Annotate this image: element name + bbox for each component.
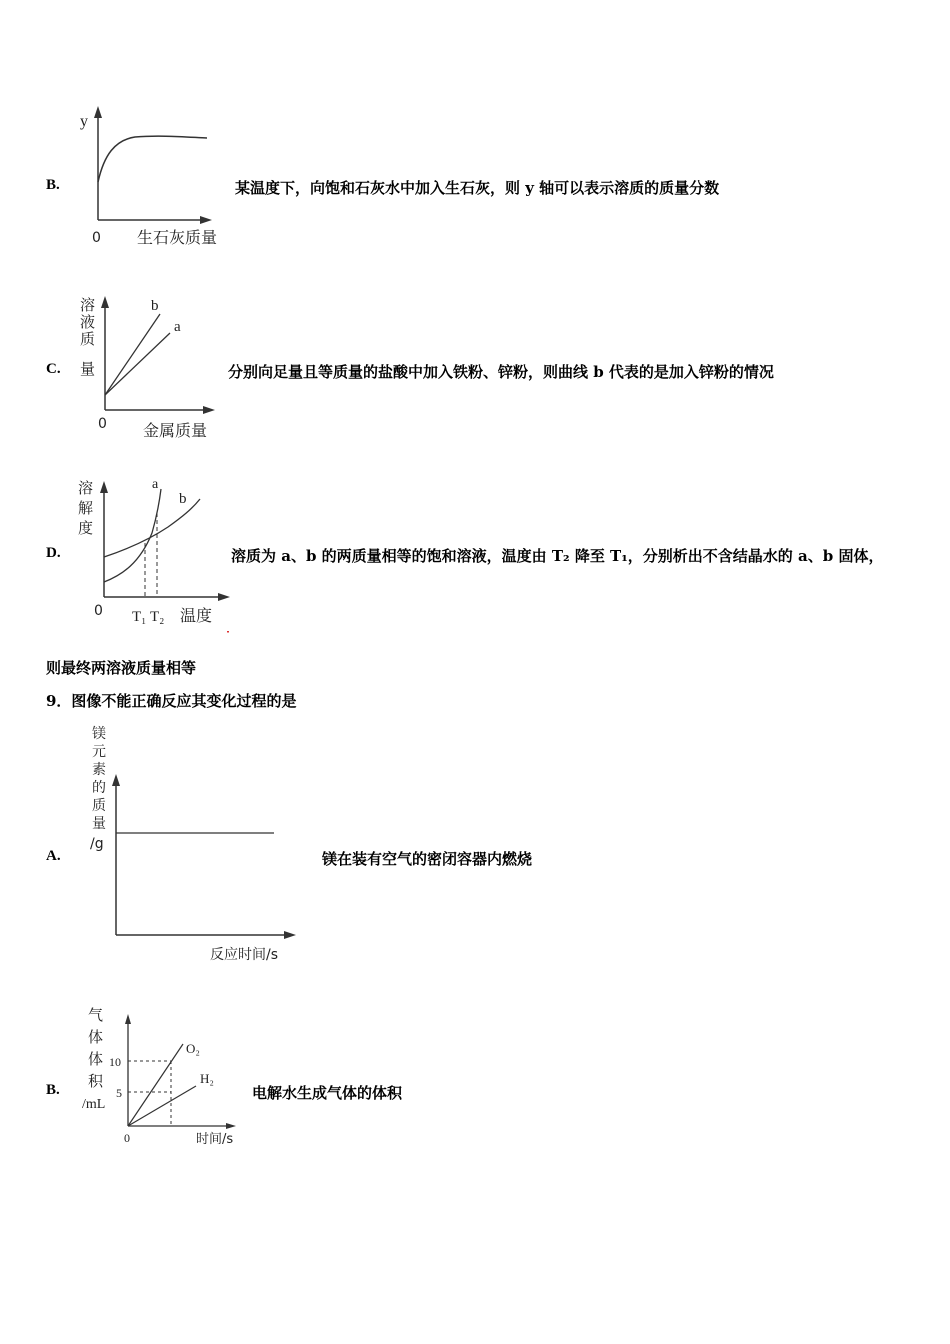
t1-label: T₁ — [132, 609, 147, 625]
y-axis-label-5: /mL — [82, 1097, 106, 1112]
q9-option-a-label: A. — [46, 848, 61, 864]
y-axis-label-1: 气 — [88, 1006, 104, 1024]
graph-c-metal — [70, 290, 230, 450]
origin-label: 0 — [98, 416, 107, 432]
x-axis-label: 生石灰质量 — [137, 228, 218, 247]
origin-label: 0 — [94, 603, 103, 619]
y-axis-label-4: 量 — [80, 360, 96, 378]
line-a-label: a — [174, 319, 181, 335]
graph-b-lime — [60, 100, 240, 250]
y-axis-label-3: 体 — [88, 1050, 104, 1068]
curve-b-label: b — [179, 491, 187, 507]
option-c-label: C. — [46, 361, 61, 377]
h2-label: H₂ — [200, 1071, 214, 1086]
option-d-continuation: 则最终两溶液质量相等 — [46, 659, 197, 677]
q9-option-a-statement: 镁在装有空气的密闭容器内燃烧 — [322, 850, 533, 868]
y-axis-label-3: 质 — [80, 330, 96, 348]
y-axis-label-1: 溶 — [78, 479, 94, 497]
y-axis-label: y — [80, 113, 88, 130]
t2-label: T₂ — [150, 609, 165, 625]
y-axis-label-3: 素 — [92, 762, 106, 778]
y-axis-label-7: /g — [90, 836, 104, 852]
y-axis-label-1: 镁 — [92, 726, 106, 742]
x-axis-label: 金属质量 — [143, 421, 208, 440]
question-9-title: 9．图像不能正确反应其变化过程的是 — [46, 692, 297, 710]
x-axis-label: 反应时间/s — [210, 947, 279, 963]
option-b-statement: 某温度下，向饱和石灰水中加入生石灰，则 y 轴可以表示溶质的质量分数 — [235, 179, 720, 197]
y-axis-label-4: 的 — [92, 780, 106, 796]
y-axis-label-2: 元 — [92, 744, 106, 760]
curve-a-label: a — [152, 477, 159, 492]
y-axis-label-5: 质 — [92, 798, 106, 814]
origin-label: 0 — [124, 1131, 130, 1145]
y-axis-label-6: 量 — [92, 816, 106, 832]
y-axis-label-2: 解 — [78, 499, 94, 517]
graph-q9-b-electrolysis — [78, 1004, 248, 1154]
y-axis-label-1: 溶 — [80, 296, 96, 314]
option-b-label: B. — [46, 177, 60, 193]
y-axis-label-2: 液 — [80, 313, 96, 331]
tick-5: 5 — [116, 1086, 122, 1100]
y-axis-label-2: 体 — [88, 1028, 104, 1046]
line-b-label: b — [151, 298, 159, 314]
option-c-statement: 分别向足量且等质量的盐酸中加入铁粉、锌粉，则曲线 b 代表的是加入锌粉的情况 — [228, 363, 774, 381]
origin-label: 0 — [92, 230, 101, 246]
q9-option-b-statement: 电解水生成气体的体积 — [252, 1084, 403, 1102]
x-axis-label: 温度 — [180, 606, 213, 625]
option-d-statement: 溶质为 a、b 的两质量相等的饱和溶液，温度由 T₂ 降至 T₁，分别析出不含结晶水的 a、b 固体， — [231, 547, 884, 565]
graph-q9-a-magnesium — [80, 722, 310, 967]
option-d-label: D. — [46, 545, 61, 561]
x-axis-label: 时间/s — [196, 1132, 234, 1147]
graph-d-solubility — [70, 475, 240, 635]
tick-10: 10 — [109, 1055, 121, 1069]
y-axis-label-3: 度 — [78, 519, 94, 537]
y-axis-label-4: 积 — [88, 1072, 104, 1090]
o2-label: O₂ — [186, 1041, 200, 1056]
q9-option-b-label: B. — [46, 1082, 60, 1098]
